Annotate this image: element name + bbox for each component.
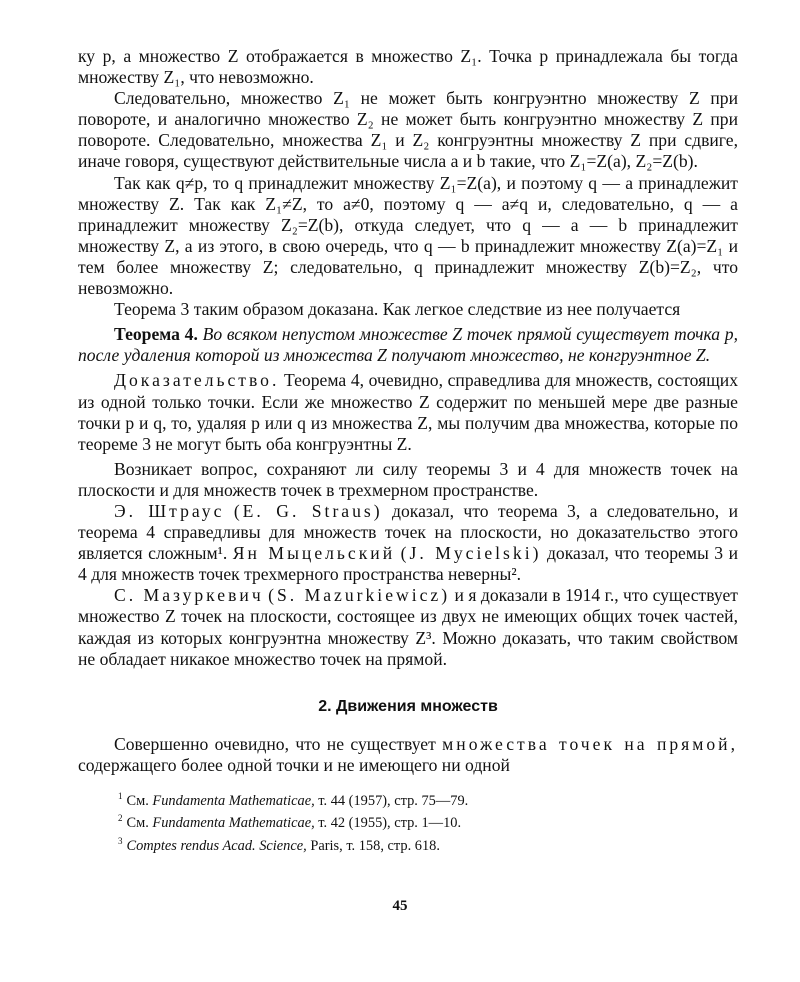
theorem-label: Теорема 4. — [114, 324, 198, 345]
footnote — [118, 810, 738, 832]
paragraph-text: доказал, что теоремы 3 и 4 для множеств точек трехмерного пространства неверны². — [78, 543, 739, 585]
paragraph: Следовательно, множество Z₁ не может быть конгруэнтно множеству Z при повороте, и аналогично множество Z₂ не может быть конгруэнтно множеству Z при повороте. Следовательно, множества Z₁ и Z₂ конгруэнтны множеству Z при сдвиге, иначе говоря, существуют действительные числа a и b такие, что Z₁=Z(a), Z₂=Z(b). — [78, 88, 738, 172]
footnote-title: Fundamenta Mathematicae, — [152, 815, 315, 831]
paragraph-text: и я доказали в 1914 г., что существует множество Z точек на плоскости, состоящее из двух не имеющих общих точек частей, каждая из которых конгруэнтна множеству Z³. Можно доказать, что таким свойством не обладает никакое множество точек на прямой. — [78, 585, 738, 669]
proof-text: Теорема 4, очевидно, справедлива для множеств, состоящих из одной только точки. Если же множество Z содержит по меньшей мере две разные точки p и q, то, удаляя p или q из множества Z, мы получим два множества, которые по теореме 3 не могут быть оба конгруэнтны Z. — [78, 370, 738, 454]
section-paragraph — [78, 734, 738, 776]
section-body — [78, 734, 738, 776]
footnote-mark: 3 — [118, 835, 123, 846]
theorem-text: Во всяком непустом множестве Z точек прямой существует точка p, после удаления которой из множества Z получают множество, не конгруэнтное Z. — [78, 324, 738, 366]
paragraph-text: Совершенно очевидно, что не существует — [114, 733, 436, 754]
body-text — [78, 46, 738, 670]
author-latin: (S. Mazurkiewicz) — [268, 585, 451, 606]
footnote-mark: 1 — [118, 790, 123, 801]
footnote-rest: Paris, т. 158, стр. 618. — [310, 837, 440, 854]
footnote-mark: 2 — [118, 813, 123, 824]
mazurkiewicz-paragraph — [78, 585, 738, 669]
author-latin: (E. G. Straus) — [233, 500, 383, 521]
footnote — [118, 833, 738, 855]
author-latin: (J. Mycielski) — [400, 543, 542, 564]
theorem-4 — [78, 324, 738, 366]
author-name: Э. Штраус — [114, 500, 225, 521]
straus-paragraph — [78, 501, 738, 585]
proof-label: Доказательство. — [114, 370, 280, 391]
paragraph: Теорема 3 таким образом доказана. Как легкое следствие из нее получается — [114, 299, 681, 320]
paragraph: Возникает вопрос, сохраняют ли силу теоремы 3 и 4 для множеств точек на плоскости и для множеств точек в трехмерном пространстве. — [78, 458, 738, 500]
author-name: С. Мазуркевич — [114, 585, 264, 606]
footnote-prefix: См. — [126, 792, 149, 809]
paragraph-continuation: ку p, а множество Z отображается в множество Z₁. Точка p принадлежала бы тогда множеству Z₁, что невозможно. — [78, 46, 738, 88]
footnote-title: Comptes rendus Acad. Science, — [126, 837, 307, 854]
paragraph: Так как q≠p, то q принадлежит множеству Z₁=Z(a), и поэтому q — a принадлежит множеству Z. Так как Z₁≠Z, то a≠0, поэтому q — a≠q и, следовательно, q — a принадлежит множеству Z₂=Z(b), откуда следует, что q — a — b принадлежит множеству Z, а из этого, в свою очередь, что q — b принадлежит множеству Z(a)=Z₁ и тем более множеству Z; следовательно, q принадлежит множеству Z(b)=Z₂, что невозможно. — [78, 172, 738, 299]
footnote — [118, 788, 738, 810]
page-number: 45 — [392, 898, 408, 914]
author-name: Ян Мыцельский — [232, 543, 396, 564]
section-heading: 2. Движения множеств — [318, 697, 498, 715]
spaced-text: множества точек на прямой, — [442, 733, 738, 754]
footnote-rest: т. 44 (1957), стр. 75—79. — [318, 792, 469, 809]
footnote-prefix: См. — [126, 815, 149, 831]
proof — [78, 370, 738, 454]
footnote-title: Fundamenta Mathematicae, — [152, 792, 315, 809]
paragraph-text: доказал, что теорема 3, а следовательно, и теорема 4 справедливы для множеств точек на плоскости, но доказательство этого является сложным¹. — [78, 500, 738, 564]
footnotes — [78, 788, 738, 855]
footnote-rest: т. 42 (1955), стр. 1—10. — [318, 815, 462, 831]
paragraph-text: содержащего более одной точки и не имеющего ни одной — [78, 754, 510, 775]
